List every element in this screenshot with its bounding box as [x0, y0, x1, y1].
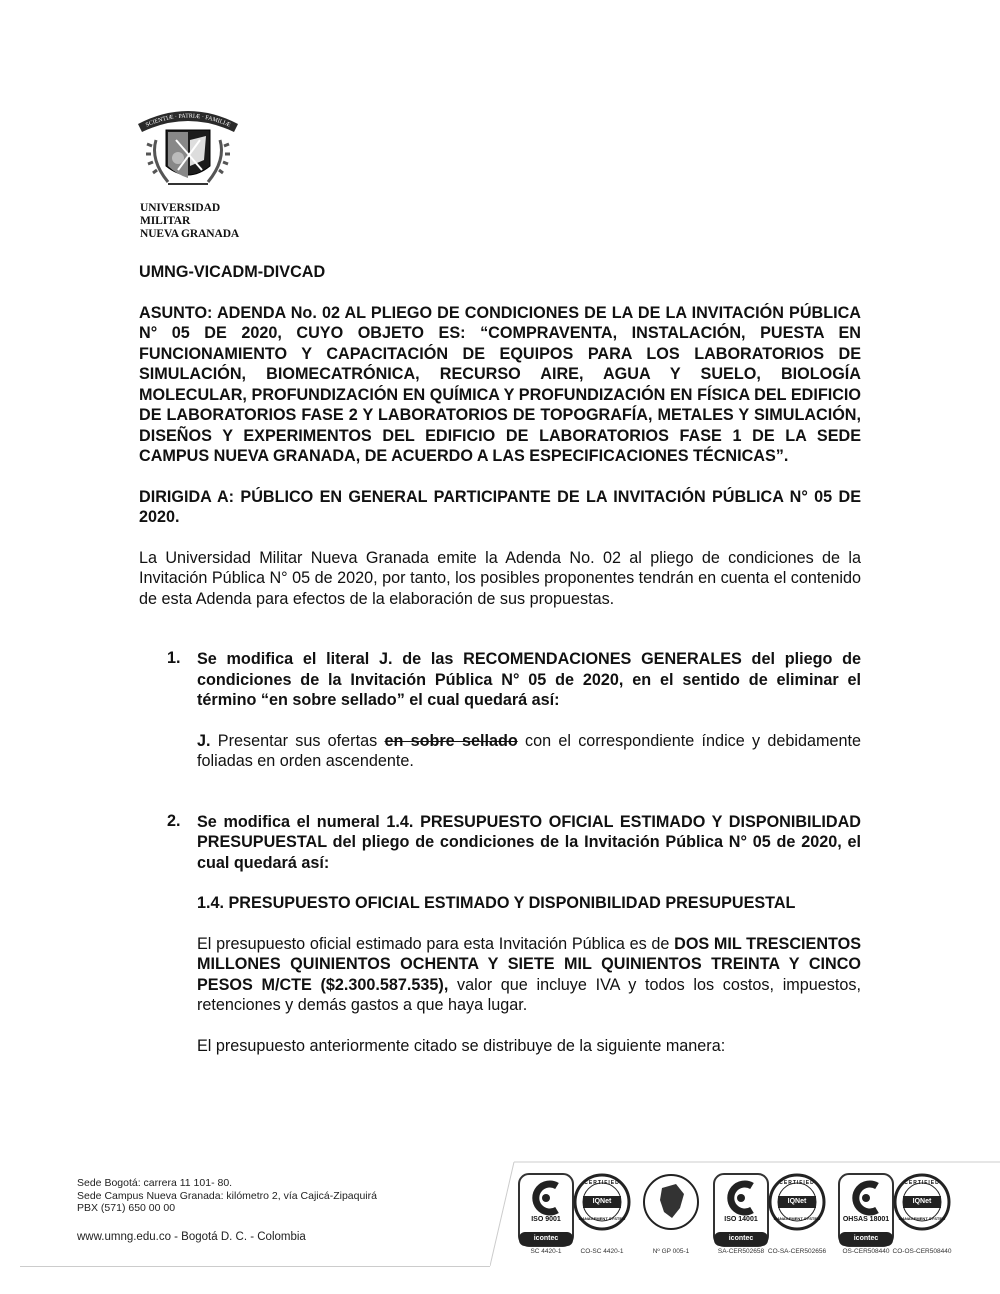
section-subheading: 1.4. PRESUPUESTO OFICIAL ESTIMADO Y DISPONIBILIDAD PRESUPUESTAL	[197, 894, 796, 912]
certification-seal	[768, 1172, 826, 1253]
logo-line-1: UNIVERSIDAD MILITAR	[140, 202, 221, 227]
colombia-map-seal-icon	[642, 1172, 700, 1248]
certification-seal	[837, 1172, 895, 1253]
certification-seal	[893, 1172, 951, 1253]
management-system-word: MANAGEMENT SYSTEM	[578, 1216, 626, 1221]
phone-number: PBX (571) 650 00 00	[77, 1202, 176, 1214]
crest-icon	[128, 100, 248, 200]
item-heading: Se modifica el numeral 1.4. PRESUPUESTO OFICIAL ESTIMADO Y DISPONIBILIDAD PRESUPUESTAL del pliego de condiciones de la Invitación Pública N° 05 de 2020, el cual quedará así:	[197, 812, 861, 872]
budget-before: El presupuesto oficial estimado para esta Invitación Pública es de	[197, 934, 675, 953]
spacer	[139, 772, 861, 812]
management-system-word: MANAGEMENT SYSTEM	[898, 1216, 946, 1221]
seal-label: ISO 9001	[531, 1216, 561, 1223]
seal-code: SA-CER502658	[717, 1248, 765, 1255]
footer-address	[77, 1177, 377, 1215]
literal-j-label: J.	[197, 731, 211, 750]
seal-code: CO-SC 4420-1	[580, 1248, 624, 1255]
seal-code: SC 4420-1	[530, 1248, 562, 1255]
struck-text: en sobre sellado	[384, 731, 518, 750]
certified-word: CERTIFIED	[904, 1180, 940, 1186]
seal-label: IQNet	[912, 1198, 932, 1205]
logo-line-2: NUEVA GRANADA	[140, 228, 240, 240]
literal-j-paragraph	[197, 731, 861, 772]
address-campus: Sede Campus Nueva Granada: kilómetro 2, vía Cajicá-Zipaquirá	[77, 1189, 377, 1202]
list-item	[139, 812, 861, 1057]
university-logo	[128, 100, 248, 241]
list-item	[139, 649, 861, 772]
footer-website: www.umng.edu.co - Bogotá D. C. - Colombia	[77, 1231, 306, 1243]
certified-word: CERTIFIED	[584, 1180, 620, 1186]
icontec-word: icontec	[728, 1235, 754, 1242]
management-system-word: MANAGEMENT SYSTEM	[773, 1216, 821, 1221]
seal-code: OS-CER508440	[842, 1248, 890, 1255]
certification-seal	[712, 1172, 770, 1253]
item-heading: Se modifica el literal J. de las RECOMENDACIONES GENERALES del pliego de condiciones de la Invitación Pública N° 05 de 2020, en el sentido de eliminar el término “en sobre sellado” el cual quedará así:	[197, 650, 861, 709]
seal-label: IQNet	[592, 1198, 612, 1205]
intro-paragraph: La Universidad Militar Nueva Granada emite la Adenda No. 02 al pliego de condiciones de la Invitación Pública N° 05 de 2020, por tanto, los posibles proponentes tendrán en cuenta el contenido de esta Adenda para efectos de la elaboración de sus propuestas.	[139, 548, 861, 608]
seal-code: CO-OS-CER508440	[892, 1248, 952, 1255]
budget-after: valor que incluye IVA y todos los costos, impuestos, retenciones y demás gastos a que haya lugar.	[197, 975, 861, 1014]
certification-seal	[642, 1172, 700, 1253]
item-number: 2.	[167, 811, 181, 830]
seal-code: Nº GP 005-1	[652, 1248, 690, 1255]
budget-paragraph	[197, 934, 861, 1016]
document-addressee: DIRIGIDA A: PÚBLICO EN GENERAL PARTICIPANTE DE LA INVITACIÓN PÚBLICA N° 05 DE 2020.	[139, 487, 861, 526]
document-subject: ASUNTO: ADENDA No. 02 AL PLIEGO DE CONDICIONES DE LA DE LA INVITACIÓN PÚBLICA N° 05 DE 2020, CUYO OBJETO ES: “COMPRAVENTA, INSTALACIÓN, PUESTA EN FUNCIONAMIENTO Y CAPACITACIÓN DE EQUIPOS PARA LOS LABORATORIOS DE SIMULACIÓN, BIOMECATRÓNICA, RECURSO AIRE, AGUA Y SUELO, BIOLOGÍA MOLECULAR, PROFUNDIZACIÓN EN QUÍMICA Y PROFUNDIZACIÓN EN FÍSICA DEL EDIFICIO DE LABORATORIOS FASE 2 Y LABORATORIOS DE TOPOGRAFÍA, METALES Y SIMULACIÓN, DISEÑOS Y EXPERIMENTOS DEL EDIFICIO DE LABORATORIOS FASE 1 DE LA SEDE CAMPUS NUEVA GRANADA, DE ACUERDO A LAS ESPECIFICACIONES TÉCNICAS”.	[139, 303, 861, 465]
seal-label: OHSAS 18001	[842, 1216, 890, 1223]
literal-j-before: Presentar sus ofertas	[210, 731, 385, 750]
document-body	[139, 262, 861, 1056]
icontec-word: icontec	[853, 1235, 879, 1242]
certification-seal	[573, 1172, 631, 1253]
footer-divider	[20, 1266, 490, 1267]
address-bogota: Sede Bogotá: carrera 11 101- 80.	[77, 1177, 233, 1189]
icontec-word: icontec	[533, 1235, 559, 1242]
budget-amount: DOS MIL TRESCIENTOS MILLONES QUINIENTOS OCHENTA Y SIETE MIL QUINIENTOS TREINTA Y CINCO PESOS M/CTE ($2.300.587.535),	[197, 934, 862, 994]
seal-label: IQNet	[787, 1198, 807, 1205]
motto-text: SCIENTIÆ · PATRIÆ · FAMILIÆ	[145, 113, 231, 129]
modifications-list	[139, 649, 861, 1056]
seal-label: ISO 14001	[724, 1216, 758, 1223]
document-reference: UMNG-VICADM-DIVCAD	[139, 263, 326, 281]
certified-word: CERTIFIED	[779, 1180, 815, 1186]
seal-code: CO-SA-CER502656	[767, 1248, 827, 1255]
distribution-paragraph: El presupuesto anteriormente citado se distribuye de la siguiente manera:	[197, 1036, 726, 1055]
literal-j-after: con el correspondiente índice y debidamente foliadas en orden ascendente.	[197, 731, 861, 770]
item-number: 1.	[167, 649, 181, 667]
certification-seal	[517, 1172, 575, 1253]
